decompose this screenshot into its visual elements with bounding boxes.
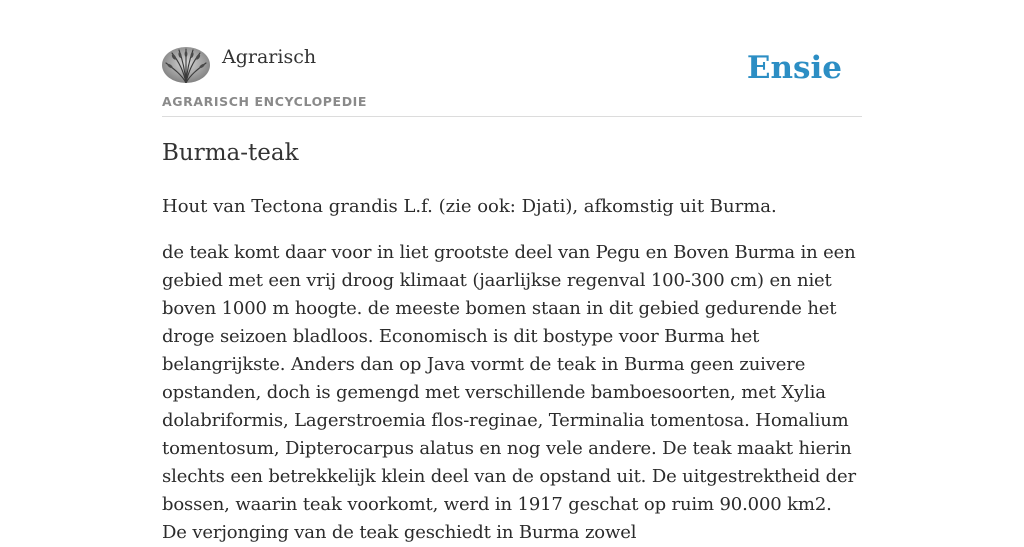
page-title: Burma-teak [162,140,299,166]
site-header [162,0,862,117]
site-name[interactable]: Agrarisch [222,46,317,68]
article-lead: Hout van Tectona grandis L.f. (zie ook: Djati), afkomstig uit Burma. [162,196,777,217]
article-body: de teak komt daar voor in liet grootste deel van Pegu en Boven Burma in een gebied met een vrij droog klimaat (jaarlijkse regenval 100-300 cm) en niet boven 1000 m hoogte. de meeste bomen staan in dit gebied gedurende het droge seizoen bladloos. Economisch is dit bostype voor Burma het belangrijkste. Anders dan op Java vormt de teak in Burma geen zuivere opstanden, doch is gemengd met verschillende bamboesoorten, met Xylia dolabriformis, Lagerstroemia flos-reginae, Terminalia tomentosa. Homalium tomentosum, Dipterocarpus alatus en nog vele andere. De teak maakt hierin slechts een betrekkelijk klein deel van de opstand uit. De uitgestrektheid der bossen, waarin teak voorkomt, werd in 1917 geschat op ruim 90.000 km2. De verjonging van de teak geschiedt in Burma zowel [162,242,856,543]
site-tagline: AGRARISCH ENCYCLOPEDIE [162,94,368,109]
page [162,0,862,543]
ensie-brand-link[interactable]: Ensie [746,50,842,86]
wheat-logo-icon[interactable] [162,47,210,83]
